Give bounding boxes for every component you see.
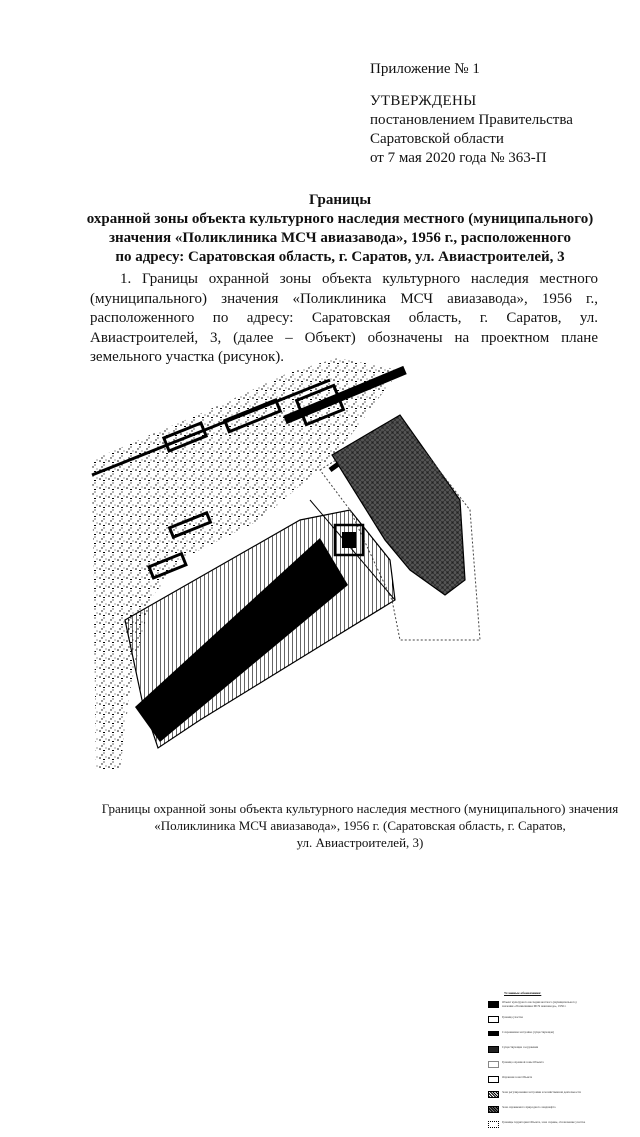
caption-line-1: Границы охранной зоны объекта культурного наследия местного (муниципального) значения <box>101 801 619 816</box>
body-paragraph: 1. Границы охранной зоны объекта культурного наследия местного (муниципального) значения «Поликлиника МСЧ авиазавода», 1956 г., расположенного по адресу: Саратовская область, г. Саратов, ул. Авиастроителей, 3, (далее – Объект) обозначены на проектном плане земельного участка (рисунок). <box>90 271 598 365</box>
legend-item <box>488 1061 592 1076</box>
title-line-2: охранной зоны объекта культурного наследия местного (муниципального) <box>86 211 594 227</box>
legend-item-text: Границы территории Объекта, зона охраны, обозначение участка <box>502 1121 586 1124</box>
legend-item-text: Зона регулирования застройки и хозяйственной деятельности <box>502 1091 581 1094</box>
approval-block <box>370 60 620 168</box>
title-line-4: по адресу: Саратовская область, г. Саратов, ул. Авиастроителей, 3 <box>115 249 565 265</box>
legend-item <box>488 1121 592 1136</box>
site-plan-drawing <box>0 355 640 795</box>
title-line-1: Границы <box>308 192 372 208</box>
map-legend <box>488 991 592 1137</box>
approval-line-2: Саратовской области <box>370 131 504 147</box>
approved-heading: УТВЕРЖДЕНЫ <box>370 93 477 109</box>
legend-item <box>488 1031 592 1046</box>
caption-line-3: ул. Авиастроителей, 3) <box>296 835 424 850</box>
legend-item <box>488 1046 592 1061</box>
solid-dark-swatch-icon <box>488 1046 499 1053</box>
solid-black-thin-swatch-icon <box>488 1031 499 1036</box>
legend-item <box>488 1001 592 1016</box>
legend-title: Условные обозначения: <box>504 991 542 995</box>
outline-swatch-icon <box>488 1076 499 1083</box>
approval-line-1: постановлением Правительства <box>370 112 573 128</box>
legend-item-text: Граница охранной зоны Объекта <box>502 1061 544 1064</box>
caption-line-2: «Поликлиника МСЧ авиазавода», 1956 г. (Саратовская область, г. Саратов, <box>154 818 566 833</box>
legend-item <box>488 1016 592 1031</box>
legend-item <box>488 1091 592 1106</box>
legend-item-text: Охранная зона Объекта <box>502 1076 533 1079</box>
legend-item-text: Существующие сооружения <box>502 1046 539 1049</box>
figure-caption <box>90 800 630 851</box>
solid-black-swatch-icon <box>488 1001 499 1008</box>
legend-item-text: Сохраняемая застройка (существующая) <box>502 1031 554 1034</box>
outline-swatch-icon <box>488 1016 499 1023</box>
hatched-swatch-icon <box>488 1091 499 1098</box>
dotted-swatch-icon <box>488 1121 499 1128</box>
legend-item <box>488 1076 592 1091</box>
legend-item <box>488 1106 592 1121</box>
outline-light-swatch-icon <box>488 1061 499 1068</box>
legend-item-text: Зона охраняемого природного ландшафта <box>502 1106 556 1109</box>
title-line-3: значения «Поликлиника МСЧ авиазавода», 1956 г., расположенного <box>109 230 571 246</box>
crosshatch-swatch-icon <box>488 1106 499 1113</box>
legend-item-text: Граница участка <box>502 1016 524 1019</box>
approval-line-3: от 7 мая 2020 года № 363-П <box>370 150 547 166</box>
annex-number: Приложение № 1 <box>370 61 480 77</box>
document-title <box>80 191 600 267</box>
legend-item-text: Объект культурного наследия местного (муниципального) значения «Поликлиника МСЧ авиазавода», 1956 г. <box>502 1001 577 1008</box>
